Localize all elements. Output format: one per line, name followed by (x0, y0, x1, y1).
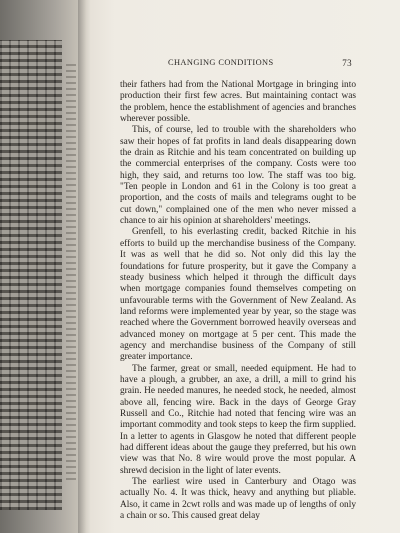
paragraph: their fathers had from the National Mortgage in bringing into production their first few acres. But maintaining contact was the problem, hence the establishment of agencies and branches wherever possible. (120, 80, 356, 125)
paragraph: This, of course, led to trouble with the shareholders who saw their hopes of fat profits in land deals disappearing down the drain as Ritchie and his team concentrated on building up the commercial enterprises of the company. Costs were too high, they said, and returns too low. The staff was too big. "Ten people in London and 61 in the Colony is too great a proportion, and the costs of mails and telegrams ought to be cut down," complained one of the men who never missed a chance to air his opinion at shareholders' meetings. (120, 125, 356, 227)
chapter-title: CHANGING CONDITIONS (168, 58, 274, 67)
body-text (120, 80, 356, 522)
facing-page (0, 0, 80, 533)
paragraph: Grenfell, to his everlasting credit, backed Ritchie in his efforts to build up the merchandise business of the Company. It was as well that he did so. Not only did this lay the foundations for future prosperity, but it gave the Company a steady business which helped it through the difficult days when mortgage companies found themselves competing on unfavourable terms with the Government of New Zealand. As land reforms were implemented year by year, so the stage was reached where the Government borrowed heavily overseas and advanced money on mortgage at 5 per cent. This made the agency and merchandise business of the Company of still greater importance. (120, 227, 356, 363)
plate-caption (66, 60, 76, 480)
illustration-plate (0, 40, 62, 510)
paragraph: The earliest wire used in Canterbury and Otago was actually No. 4. It was thick, heavy and anything but pliable. Also, it came in 2cwt rolls and was made up of lengths of only a chain or so. This caused great delay (120, 477, 356, 522)
paragraph: The farmer, great or small, needed equipment. He had to have a plough, a grubber, an axe, a drill, a mill to grind his grain. He needed manures, he needed stock, he needed, almost above all, fencing wire. Back in the days of George Gray Russell and Co., Ritchie had noted that fencing wire was an important commodity and took steps to keep the firm supplied. In a letter to agents in Glasgow he noted that different people had different ideas about the gauge they preferred, but his own view was that No. 8 wire would prove the most popular. A shrewd decision in the light of later events. (120, 363, 356, 476)
running-head (128, 58, 358, 72)
page-number: 73 (342, 58, 352, 68)
